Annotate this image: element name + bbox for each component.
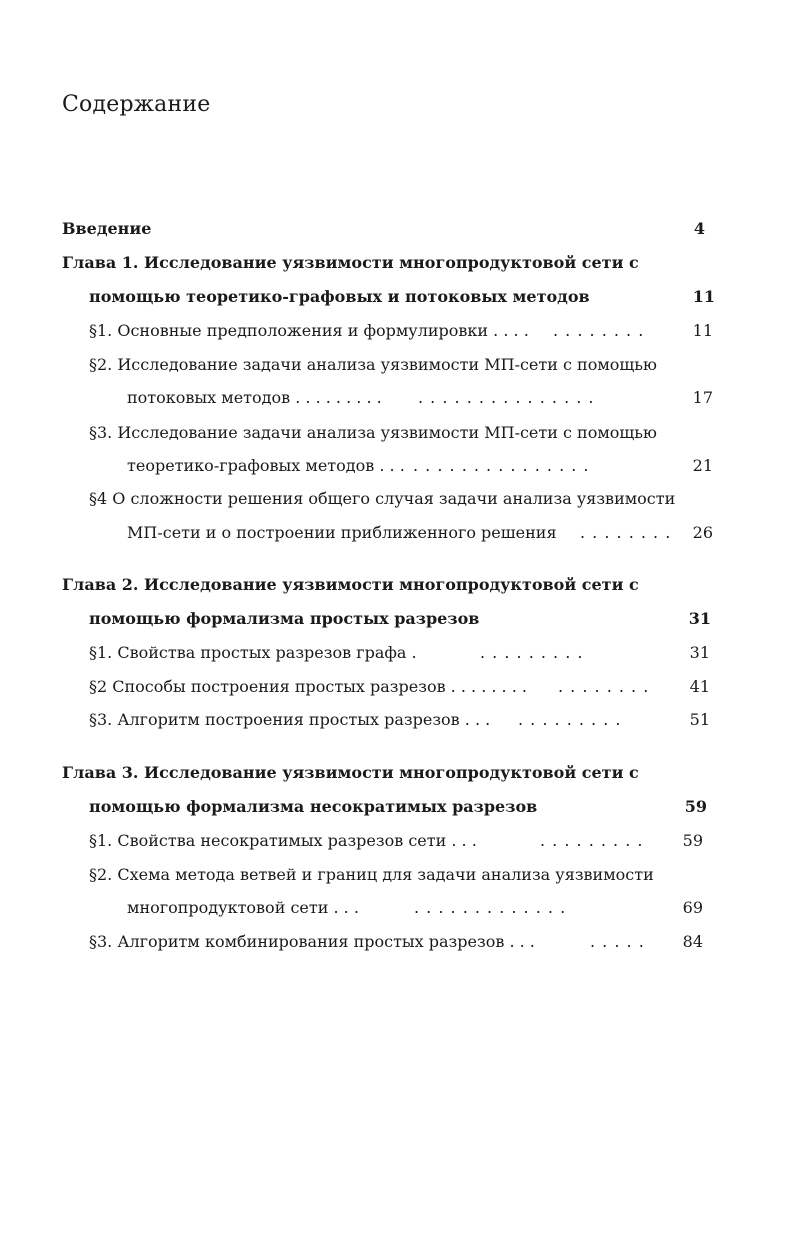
toc-ch3-title-line2[interactable]: помощью формализма несократимых разрезов — [89, 797, 538, 816]
toc-ch2-title-line1[interactable]: Глава 2. Исследование уязвимости многопродуктовой сети с — [62, 575, 639, 594]
toc-ch1-page: 11 — [692, 287, 715, 306]
toc-ch1-s4-title-line1[interactable]: §4 О сложности решения общего случая задачи анализа уязвимости — [89, 489, 676, 508]
toc-ch3-s3-title[interactable]: §3. Алгоритм комбинирования простых разрезов . . . — [89, 932, 535, 951]
toc-ch2-s3-dots: . . . . . . . . . — [518, 710, 622, 729]
toc-ch3-s3-dots: . . . . . — [590, 932, 645, 951]
toc-ch1-s3-dots: . . . . . . . . . . . . . . . — [413, 456, 590, 475]
toc-ch3-s2-title-line2[interactable]: многопродуктовой сети . . . — [127, 898, 359, 917]
toc-ch1-s2-dots: . . . . . . . . . . . . . . . — [418, 388, 595, 407]
toc-ch1-s2-page: 17 — [692, 388, 713, 407]
toc-ch2-s3-title[interactable]: §3. Алгоритм построения простых разрезов . . . — [89, 710, 491, 729]
toc-ch3-s2-title-line1[interactable]: §2. Схема метода ветвей и границ для задачи анализа уязвимости — [89, 865, 654, 884]
toc-ch3-s1-page: 59 — [682, 831, 703, 850]
toc-ch1-s3-title-line1[interactable]: §3. Исследование задачи анализа уязвимости МП-сети с помощью — [89, 423, 657, 442]
toc-ch1-s3-page: 21 — [692, 456, 713, 475]
toc-ch1-s4-dots: . . . . . . . . — [580, 523, 672, 542]
toc-ch2-s1-title[interactable]: §1. Свойства простых разрезов графа . — [89, 643, 417, 662]
toc-ch3-s1-title[interactable]: §1. Свойства несократимых разрезов сети . . . — [89, 831, 477, 850]
toc-ch2-s3-page: 51 — [689, 710, 710, 729]
toc-ch2-title-line2[interactable]: помощью формализма простых разрезов — [89, 609, 480, 628]
toc-ch2-s1-dots: . . . . . . . . . — [480, 643, 584, 662]
toc-ch2-s2-dots: . . . . . . . . — [558, 677, 650, 696]
toc-ch3-s1-dots: . . . . . . . . . — [540, 831, 644, 850]
toc-ch1-s1-dots: . . . . . . . . — [553, 321, 645, 340]
toc-ch2-s2-title[interactable]: §2 Способы построения простых разрезов . . . . . . . . — [89, 677, 527, 696]
toc-intro-page: 4 — [693, 219, 705, 238]
toc-ch1-s2-title-line1[interactable]: §2. Исследование задачи анализа уязвимости МП-сети с помощью — [89, 355, 657, 374]
toc-ch2-page: 31 — [688, 609, 711, 628]
toc-ch1-s3-title-line2[interactable]: теоретико-графовых методов . . . — [127, 456, 405, 475]
toc-intro-title[interactable]: Введение — [62, 219, 152, 238]
toc-ch3-s3-page: 84 — [682, 932, 703, 951]
toc-ch2-s1-page: 31 — [689, 643, 710, 662]
toc-ch3-title-line1[interactable]: Глава 3. Исследование уязвимости многопродуктовой сети с — [62, 763, 639, 782]
toc-ch1-s2-title-line2[interactable]: потоковых методов . . . . . . . . . — [127, 388, 382, 407]
toc-ch3-s2-dots: . . . . . . . . . . . . . — [414, 898, 567, 917]
toc-ch3-page: 59 — [684, 797, 707, 816]
toc-ch1-title-line1[interactable]: Глава 1. Исследование уязвимости многопродуктовой сети с — [62, 253, 639, 272]
toc-ch1-s1-page: 11 — [692, 321, 713, 340]
toc-ch3-s2-page: 69 — [682, 898, 703, 917]
page-title: Содержание — [62, 92, 211, 117]
toc-ch1-s4-page: 26 — [692, 523, 713, 542]
toc-ch2-s2-page: 41 — [689, 677, 710, 696]
toc-ch1-s1-title[interactable]: §1. Основные предположения и формулировки . . . . — [89, 321, 529, 340]
toc-ch1-title-line2[interactable]: помощью теоретико-графовых и потоковых методов — [89, 287, 590, 306]
toc-ch1-s4-title-line2[interactable]: МП-сети и о построении приближенного решения — [127, 523, 557, 542]
